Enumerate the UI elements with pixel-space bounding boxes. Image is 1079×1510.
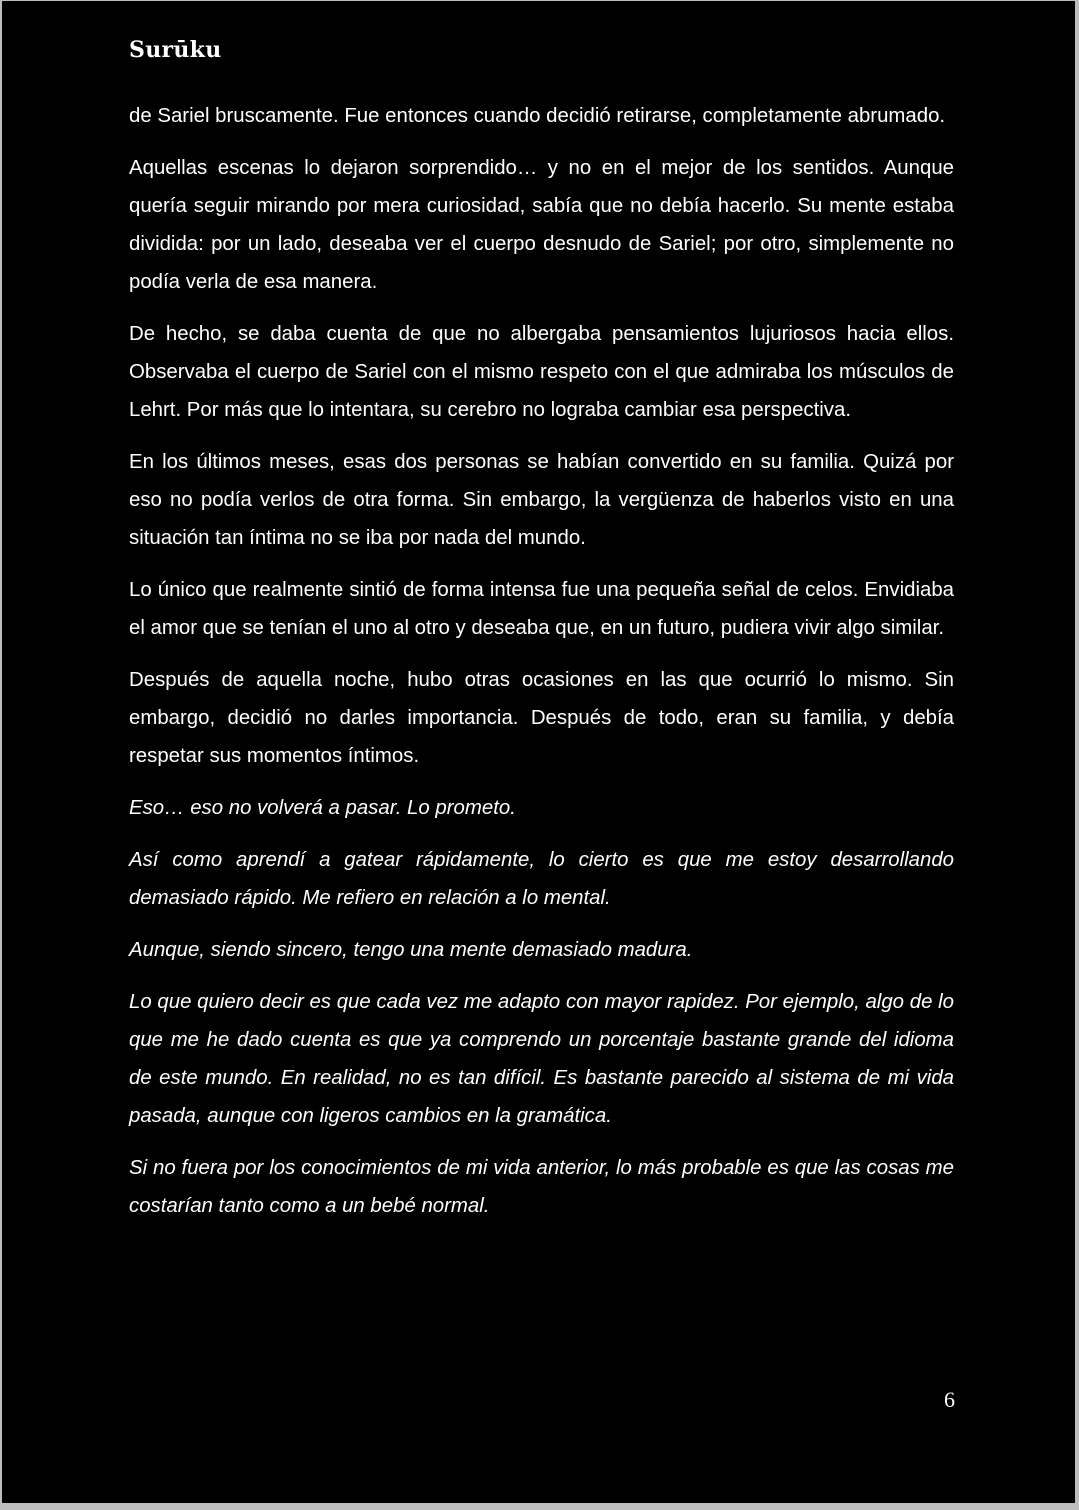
paragraph: Lo único que realmente sintió de forma intensa fue una pequeña señal de celos. Envidiaba el amor que se tenían el uno al otro y deseaba que, en un futuro, pudiera vivir algo similar. [129,579,954,639]
paragraph: de Sariel bruscamente. Fue entonces cuando decidió retirarse, completamente abrumado. [129,105,946,127]
italic-paragraph: Lo que quiero decir es que cada vez me adapto con mayor rapidez. Por ejemplo, algo de lo que me he dado cuenta es que ya comprendo un porcentaje bastante grande del idioma de este mundo. En realidad, no es tan difícil. Es bastante parecido al sistema de mi vida pasada, aunque con ligeros cambios en la gramática. [129,991,954,1127]
paragraph: Después de aquella noche, hubo otras ocasiones en las que ocurrió lo mismo. Sin embargo, decidió no darles importancia. Después de todo, eran su familia, y debía respetar sus momentos íntimos. [129,669,954,767]
page-number: 6 [944,1387,955,1412]
running-header-title: Surūku [129,37,222,63]
italic-paragraph: Eso… eso no volverá a pasar. Lo prometo. [129,797,516,819]
document-page [2,1,1075,1503]
paragraph: En los últimos meses, esas dos personas se habían convertido en su familia. Quizá por eso no podía verlos de otra forma. Sin embargo, la vergüenza de haberlos visto en una situación tan íntima no se iba por nada del mundo. [129,451,954,549]
paragraph: Aquellas escenas lo dejaron sorprendido… y no en el mejor de los sentidos. Aunque quería seguir mirando por mera curiosidad, sabía que no debía hacerlo. Su mente estaba dividida: por un lado, deseaba ver el cuerpo desnudo de Sariel; por otro, simplemente no podía verla de esa manera. [129,157,954,293]
italic-paragraph: Aunque, siendo sincero, tengo una mente demasiado madura. [129,939,693,961]
body-text [129,97,954,1239]
italic-paragraph: Si no fuera por los conocimientos de mi vida anterior, lo más probable es que las cosas me costarían tanto como a un bebé normal. [129,1157,954,1217]
paragraph: De hecho, se daba cuenta de que no albergaba pensamientos lujuriosos hacia ellos. Observaba el cuerpo de Sariel con el mismo respeto con el que admiraba los músculos de Lehrt. Por más que lo intentara, su cerebro no lograba cambiar esa perspectiva. [129,323,954,421]
italic-paragraph: Así como aprendí a gatear rápidamente, lo cierto es que me estoy desarrollando demasiado rápido. Me refiero en relación a lo mental. [129,849,954,909]
